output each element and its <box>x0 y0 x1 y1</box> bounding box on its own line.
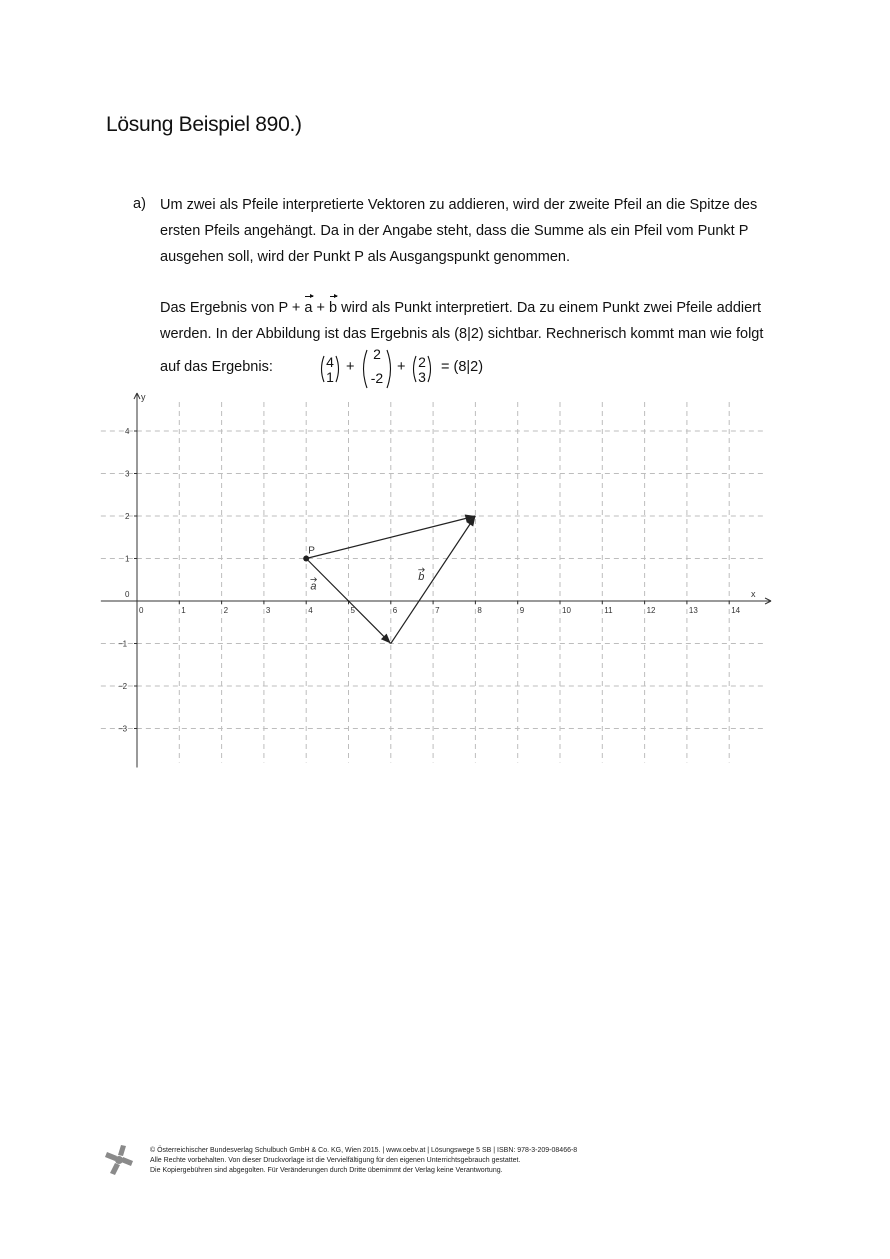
footer-line-2: Alle Rechte vorbehalten. Von dieser Druckvorlage ist die Vervielfältigung für den eigenen Unterrichtsgebrauch gestattet. <box>150 1157 521 1164</box>
point-p-label: P <box>308 545 315 557</box>
y-tick-label: 2 <box>125 512 130 521</box>
vector-b-arrow <box>391 516 476 644</box>
paragraph-1: Um zwei als Pfeile interpretierte Vektoren zu addieren, wird der zweite Pfeil an die Spitze des ersten Pfeils angehängt. Da in der Angabe steht, dass die Summe als ein Pfeil vom Punkt P ausgehen soll, wird der Punkt P als Ausgangspunkt genommen. <box>160 197 758 265</box>
y-tick-label: −2 <box>118 682 128 691</box>
vector-1-top: 4 <box>326 354 334 370</box>
x-tick-label: 7 <box>435 606 440 615</box>
footer <box>150 1146 800 1176</box>
x-tick-label: 6 <box>392 606 398 615</box>
publisher-logo <box>103 1144 135 1176</box>
vector-b-symbol: b <box>329 295 337 321</box>
equation-row <box>160 348 760 390</box>
y-tick-label: −3 <box>118 724 128 734</box>
x-tick-label: 2 <box>223 606 229 615</box>
x-tick-label: 4 <box>308 606 313 615</box>
vector-b-label: b <box>418 570 425 583</box>
x-tick-label: 0 <box>139 606 144 615</box>
equation-label: auf das Ergebnis: <box>160 359 273 375</box>
origin-label: 0 <box>125 590 130 599</box>
vector-3-bottom: 3 <box>418 369 426 385</box>
y-tick-label: −1 <box>118 639 128 649</box>
footer-line-1: © Österreichischer Bundesverlag Schulbuch GmbH & Co. KG, Wien 2015. | www.oebv.at | Lösungswege 5 SB | ISBN: 978-3-209-08466-8 <box>150 1147 578 1154</box>
x-tick-label: 8 <box>477 606 482 615</box>
paragraph-2 <box>160 295 800 347</box>
y-tick-label: 4 <box>125 427 130 436</box>
paragraph-2-after: wird als Punkt interpretiert. Da zu einem Punkt zwei Pfeile addiert werden. In der Abbildung ist das Ergebnis als (8|2) sichtbar. Rechnerisch kommt man wie folgt <box>160 300 764 342</box>
x-tick-label: 1 <box>181 606 186 615</box>
equation-result: = (8|2) <box>441 359 484 375</box>
x-tick-label: 9 <box>519 606 525 615</box>
plus-2: + <box>397 359 406 375</box>
item-label-a: a) <box>133 196 146 212</box>
x-axis-label: x <box>751 589 756 599</box>
x-tick-label: 11 <box>604 606 613 615</box>
paragraph-2-plus: + <box>312 300 330 316</box>
page-title: Lösung Beispiel 890.) <box>106 113 302 136</box>
coordinate-graph <box>0 390 890 770</box>
x-tick-label: 3 <box>265 606 271 615</box>
vector-a-symbol: a <box>304 295 312 321</box>
x-tick-label: 12 <box>646 606 656 615</box>
vector-3-top: 2 <box>418 354 426 370</box>
x-tick-label: 10 <box>562 606 571 615</box>
vector-3 <box>410 348 434 390</box>
x-tick-label: 13 <box>688 606 698 615</box>
vector-2 <box>360 348 394 390</box>
x-tick-label: 14 <box>731 606 741 615</box>
y-axis-label: y <box>141 392 146 402</box>
vector-1-bottom: 1 <box>326 369 334 385</box>
vector-2-bottom: -2 <box>370 370 384 386</box>
x-tick-label: 5 <box>350 606 355 615</box>
plus-1: + <box>346 359 355 375</box>
paragraph-2-before: Das Ergebnis von P + <box>160 300 305 316</box>
vector-1 <box>318 348 342 390</box>
vector-a-label: a <box>310 580 317 593</box>
y-tick-label: 3 <box>125 469 130 479</box>
vector-2-top: 2 <box>373 346 381 362</box>
y-tick-label: 1 <box>125 554 130 564</box>
footer-line-3: Die Kopiergebühren sind abgegolten. Für Veränderungen durch Dritte übernimmt der Verlag keine Verantwortung. <box>150 1167 503 1174</box>
